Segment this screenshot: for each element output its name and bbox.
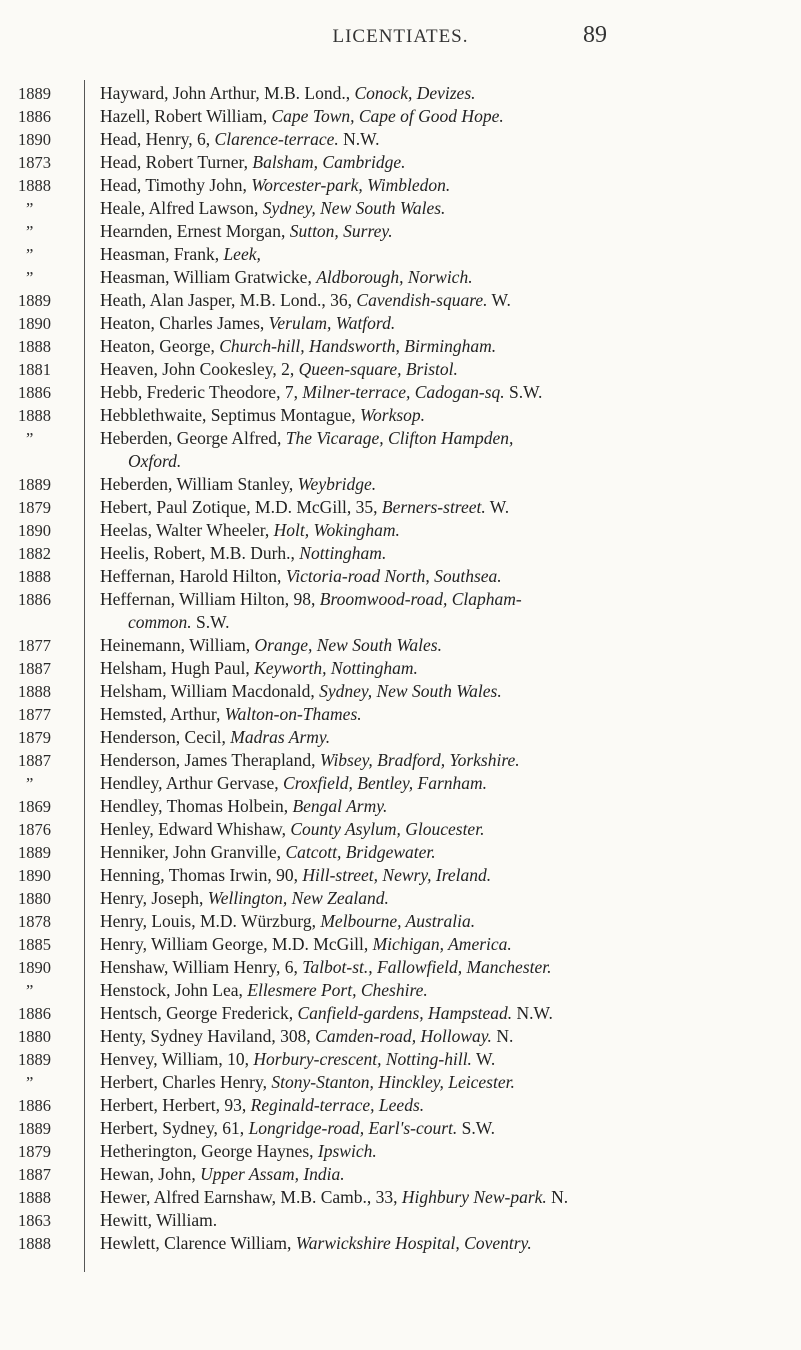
entry-continuation-address: common. — [128, 612, 192, 632]
entry-text — [100, 956, 790, 979]
entry-address: Broomwood-road, Clapham- — [319, 589, 522, 609]
entry-address: Wellington, New Zealand. — [207, 888, 389, 908]
entry-year: 1889 — [18, 1050, 51, 1069]
list-item — [0, 1186, 801, 1209]
entry-postal-district: W. — [485, 497, 510, 517]
entry-name: Henshaw, William Henry, 6, — [100, 957, 303, 977]
entry-text — [100, 772, 790, 795]
entry-address: Hill-street, Newry, Ireland. — [302, 865, 492, 885]
entry-address: Verulam, Watford. — [268, 313, 396, 333]
entry-postal-district: W. — [487, 290, 511, 310]
list-item — [0, 1048, 801, 1071]
entry-address: Cavendish-square. — [356, 290, 488, 310]
list-item — [0, 197, 801, 220]
list-item — [0, 128, 801, 151]
list-item — [0, 795, 801, 818]
list-item — [0, 243, 801, 266]
entry-year: 1880 — [18, 1027, 51, 1046]
entry-year: 1889 — [18, 843, 51, 862]
list-item — [0, 588, 801, 634]
entry-text — [100, 496, 790, 519]
entry-name: Hayward, John Arthur, M.B. Lond., — [100, 83, 355, 103]
list-item — [0, 680, 801, 703]
list-item — [0, 887, 801, 910]
entry-text — [100, 657, 790, 680]
entry-text — [100, 358, 790, 381]
entry-text — [100, 933, 790, 956]
entry-name: Hemsted, Arthur, — [100, 704, 225, 724]
entry-address: Madras Army. — [230, 727, 331, 747]
list-item — [0, 818, 801, 841]
entry-postal-district: S.W. — [191, 612, 230, 632]
entry-address: Church-hill, Handsworth, Birmingham. — [219, 336, 497, 356]
entry-name: Head, Henry, 6, — [100, 129, 215, 149]
entry-address: Clarence-terrace. — [214, 129, 339, 149]
entry-text — [100, 887, 790, 910]
entry-name: Hewer, Alfred Earnshaw, M.B. Camb., 33, — [100, 1187, 402, 1207]
entry-text — [100, 1163, 790, 1186]
entry-address: Weybridge. — [297, 474, 377, 494]
entry-text — [100, 220, 790, 243]
entry-text — [100, 1025, 790, 1048]
entry-address: Longridge-road, Earl's-court. — [248, 1118, 458, 1138]
entry-address: Croxfield, Bentley, Farnham. — [283, 773, 488, 793]
entry-postal-district: N.W. — [512, 1003, 553, 1023]
entry-address: Holt, Wokingham. — [273, 520, 400, 540]
list-item — [0, 1117, 801, 1140]
entry-name: Henniker, John Granville, — [100, 842, 286, 862]
entry-address: Canfield-gardens, Hampstead. — [297, 1003, 513, 1023]
entry-year: ” — [26, 199, 34, 218]
entry-name: Heinemann, William, — [100, 635, 255, 655]
entry-text — [100, 1094, 790, 1117]
entry-name: Herbert, Charles Henry, — [100, 1072, 272, 1092]
entry-text — [100, 335, 790, 358]
entry-name: Heale, Alfred Lawson, — [100, 198, 263, 218]
entry-address: Horbury-crescent, Notting-hill. — [253, 1049, 472, 1069]
entry-text — [100, 795, 790, 818]
entry-name: Hetherington, George Haynes, — [100, 1141, 318, 1161]
entry-year: ” — [26, 268, 34, 287]
entry-year: 1887 — [18, 751, 51, 770]
entry-text — [100, 519, 790, 542]
list-item — [0, 151, 801, 174]
entry-text — [100, 427, 790, 473]
entry-address: Michigan, America. — [372, 934, 512, 954]
entry-postal-district: N.W. — [338, 129, 380, 149]
entry-name: Heath, Alan Jasper, M.B. Lond., 36, — [100, 290, 357, 310]
entry-address: Conock, Devizes. — [354, 83, 476, 103]
entry-name: Head, Timothy John, — [100, 175, 252, 195]
entry-address: Bengal Army. — [292, 796, 388, 816]
list-item — [0, 1209, 801, 1232]
list-item — [0, 565, 801, 588]
entry-text — [100, 289, 790, 312]
entry-address: Orange, New South Wales. — [254, 635, 442, 655]
entry-text — [100, 266, 790, 289]
page-header — [0, 22, 801, 52]
entry-name: Henry, William George, M.D. McGill, — [100, 934, 373, 954]
entry-year: 1890 — [18, 958, 51, 977]
entry-name: Heberden, George Alfred, — [100, 428, 286, 448]
entry-year: 1886 — [18, 107, 51, 126]
entry-address: Talbot-st., Fallowfield, Manchester. — [302, 957, 552, 977]
entry-continuation — [100, 611, 790, 634]
list-item — [0, 1094, 801, 1117]
entry-name: Hewan, John, — [100, 1164, 201, 1184]
list-item — [0, 105, 801, 128]
entry-address: Melbourne, Australia. — [320, 911, 476, 931]
entry-name: Hentsch, George Frederick, — [100, 1003, 298, 1023]
entry-year: ” — [26, 245, 34, 264]
entry-name: Heffernan, Harold Hilton, — [100, 566, 286, 586]
entry-text — [100, 703, 790, 726]
entry-name: Heaton, George, — [100, 336, 220, 356]
entry-year: 1879 — [18, 1142, 51, 1161]
entry-name: Heasman, Frank, — [100, 244, 224, 264]
entry-text — [100, 312, 790, 335]
entry-year: 1882 — [18, 544, 51, 563]
entry-text — [100, 473, 790, 496]
entry-text — [100, 565, 790, 588]
entry-year: 1890 — [18, 521, 51, 540]
list-item — [0, 266, 801, 289]
entry-address: The Vicarage, Clifton Hampden, — [285, 428, 514, 448]
running-title: LICENTIATES. — [332, 26, 469, 47]
entry-name: Head, Robert Turner, — [100, 152, 253, 172]
entry-text — [100, 588, 790, 634]
entry-year: 1869 — [18, 797, 51, 816]
entry-address: County Asylum, Gloucester. — [290, 819, 485, 839]
entry-name: Henderson, Cecil, — [100, 727, 231, 747]
entry-name: Heberden, William Stanley, — [100, 474, 298, 494]
entry-year: 1887 — [18, 1165, 51, 1184]
entry-name: Hebb, Frederic Theodore, 7, — [100, 382, 303, 402]
entry-name: Heelis, Robert, M.B. Durh., — [100, 543, 300, 563]
entry-name: Henning, Thomas Irwin, 90, — [100, 865, 303, 885]
entry-name: Henty, Sydney Haviland, 308, — [100, 1026, 316, 1046]
entry-postal-district: W. — [471, 1049, 496, 1069]
list-item — [0, 427, 801, 473]
entry-text — [100, 1002, 790, 1025]
list-item — [0, 542, 801, 565]
entry-address: Ipswich. — [317, 1141, 377, 1161]
list-item — [0, 749, 801, 772]
entry-name: Hazell, Robert William, — [100, 106, 272, 126]
list-item — [0, 519, 801, 542]
entry-name: Helsham, Hugh Paul, — [100, 658, 255, 678]
entry-text — [100, 979, 790, 1002]
entry-text — [100, 1186, 790, 1209]
entry-address: Catcott, Bridgewater. — [285, 842, 436, 862]
entry-address: Balsham, Cambridge. — [252, 152, 406, 172]
entry-text — [100, 1140, 790, 1163]
entry-name: Hewitt, William. — [100, 1210, 218, 1230]
entry-year: 1863 — [18, 1211, 51, 1230]
list-item — [0, 910, 801, 933]
list-item — [0, 358, 801, 381]
list-item — [0, 841, 801, 864]
entry-text — [100, 841, 790, 864]
entry-continuation-address: Oxford. — [128, 451, 182, 471]
entry-address: Reginald-terrace, Leeds. — [250, 1095, 425, 1115]
entry-name: Heffernan, William Hilton, 98, — [100, 589, 320, 609]
entry-address: Aldborough, Norwich. — [316, 267, 473, 287]
entry-year: 1888 — [18, 176, 51, 195]
entry-year: 1873 — [18, 153, 51, 172]
entry-name: Helsham, William Macdonald, — [100, 681, 320, 701]
entry-year: ” — [26, 981, 34, 1000]
entry-text — [100, 128, 790, 151]
entry-address: Cape Town, Cape of Good Hope. — [271, 106, 504, 126]
entry-address: Highbury New-park. — [401, 1187, 547, 1207]
entry-year: 1889 — [18, 475, 51, 494]
entry-text — [100, 381, 790, 404]
entry-address: Leek, — [223, 244, 261, 264]
list-item — [0, 335, 801, 358]
entry-text — [100, 864, 790, 887]
list-item — [0, 703, 801, 726]
entry-name: Heelas, Walter Wheeler, — [100, 520, 274, 540]
entry-text — [100, 151, 790, 174]
entry-address: Queen-square, Bristol. — [298, 359, 458, 379]
list-item — [0, 772, 801, 795]
entry-year: 1877 — [18, 636, 51, 655]
entry-text — [100, 542, 790, 565]
entry-address: Ellesmere Port, Cheshire. — [247, 980, 428, 1000]
entry-year: 1879 — [18, 498, 51, 517]
entry-year: 1889 — [18, 291, 51, 310]
entry-year: 1888 — [18, 337, 51, 356]
list-item — [0, 174, 801, 197]
entry-name: Hendley, Arthur Gervase, — [100, 773, 284, 793]
entry-text — [100, 1209, 790, 1232]
list-item — [0, 1232, 801, 1255]
entry-address: Keyworth, Nottingham. — [254, 658, 418, 678]
entry-address: Sutton, Surrey. — [289, 221, 393, 241]
entry-text — [100, 680, 790, 703]
entry-text — [100, 1232, 790, 1255]
entry-text — [100, 243, 790, 266]
entry-text — [100, 174, 790, 197]
list-item — [0, 473, 801, 496]
entry-address: Stony-Stanton, Hinckley, Leicester. — [271, 1072, 515, 1092]
list-item — [0, 979, 801, 1002]
entry-name: Herbert, Herbert, 93, — [100, 1095, 251, 1115]
list-item — [0, 1002, 801, 1025]
entry-name: Henstock, John Lea, — [100, 980, 248, 1000]
list-item — [0, 312, 801, 335]
entry-year: 1876 — [18, 820, 51, 839]
entry-year: 1879 — [18, 728, 51, 747]
entry-year: 1889 — [18, 84, 51, 103]
entry-continuation — [100, 450, 790, 473]
entry-text — [100, 749, 790, 772]
entry-text — [100, 82, 790, 105]
list-item — [0, 381, 801, 404]
entry-year: 1888 — [18, 567, 51, 586]
entry-year: 1887 — [18, 659, 51, 678]
entry-postal-district: S.W. — [457, 1118, 496, 1138]
entry-address: Worksop. — [360, 405, 426, 425]
entry-name: Henry, Joseph, — [100, 888, 208, 908]
entry-text — [100, 1071, 790, 1094]
list-item — [0, 657, 801, 680]
entry-postal-district: N. — [491, 1026, 514, 1046]
entry-text — [100, 910, 790, 933]
entry-address: Camden-road, Holloway. — [315, 1026, 492, 1046]
entry-address: Upper Assam, India. — [200, 1164, 345, 1184]
list-item — [0, 634, 801, 657]
entry-year: 1888 — [18, 1234, 51, 1253]
entry-name: Henley, Edward Whishaw, — [100, 819, 291, 839]
list-item — [0, 220, 801, 243]
entry-postal-district: N. — [546, 1187, 569, 1207]
entry-postal-district: S.W. — [504, 382, 543, 402]
list-item — [0, 1071, 801, 1094]
list-item — [0, 1140, 801, 1163]
entry-year: 1886 — [18, 590, 51, 609]
list-item — [0, 1163, 801, 1186]
entry-year: 1886 — [18, 1004, 51, 1023]
entry-text — [100, 1048, 790, 1071]
entry-name: Hewlett, Clarence William, — [100, 1233, 296, 1253]
entry-text — [100, 105, 790, 128]
entry-name: Hendley, Thomas Holbein, — [100, 796, 293, 816]
entry-address: Victoria-road North, Southsea. — [285, 566, 502, 586]
entry-address: Milner-terrace, Cadogan-sq. — [302, 382, 505, 402]
entry-year: 1889 — [18, 1119, 51, 1138]
entry-address: Sydney, New South Wales. — [319, 681, 502, 701]
list-item — [0, 1025, 801, 1048]
entry-address: Sydney, New South Wales. — [262, 198, 446, 218]
entry-year: 1878 — [18, 912, 51, 931]
entry-text — [100, 197, 790, 220]
entry-address: Wibsey, Bradford, Yorkshire. — [319, 750, 520, 770]
entry-name: Heaven, John Cookesley, 2, — [100, 359, 299, 379]
entry-year: ” — [26, 774, 34, 793]
list-item — [0, 933, 801, 956]
entry-year: 1888 — [18, 406, 51, 425]
entry-year: 1890 — [18, 314, 51, 333]
entry-name: Hebert, Paul Zotique, M.D. McGill, 35, — [100, 497, 382, 517]
licentiate-list — [0, 82, 801, 1255]
entry-text — [100, 726, 790, 749]
entry-year: ” — [26, 222, 34, 241]
entry-year: 1888 — [18, 1188, 51, 1207]
entry-address: Berners-street. — [381, 497, 486, 517]
entry-text — [100, 818, 790, 841]
entry-year: ” — [26, 429, 34, 448]
entry-year: 1886 — [18, 383, 51, 402]
list-item — [0, 496, 801, 519]
entry-name: Henderson, James Therapland, — [100, 750, 320, 770]
entry-text — [100, 634, 790, 657]
entry-year: 1881 — [18, 360, 51, 379]
entry-name: Heasman, William Gratwicke, — [100, 267, 317, 287]
entry-name: Hebblethwaite, Septimus Montague, — [100, 405, 361, 425]
entry-year: 1877 — [18, 705, 51, 724]
list-item — [0, 726, 801, 749]
entry-year: 1886 — [18, 1096, 51, 1115]
page-number: 89 — [583, 22, 607, 48]
entry-year: ” — [26, 1073, 34, 1092]
entry-year: 1880 — [18, 889, 51, 908]
entry-name: Herbert, Sydney, 61, — [100, 1118, 249, 1138]
entry-name: Henvey, William, 10, — [100, 1049, 254, 1069]
entry-name: Hearnden, Ernest Morgan, — [100, 221, 290, 241]
entry-address: Worcester-park, Wimbledon. — [251, 175, 451, 195]
entry-year: 1890 — [18, 130, 51, 149]
entry-address: Walton-on-Thames. — [224, 704, 362, 724]
list-item — [0, 82, 801, 105]
list-item — [0, 404, 801, 427]
entry-year: 1888 — [18, 682, 51, 701]
entry-name: Heaton, Charles James, — [100, 313, 269, 333]
list-item — [0, 289, 801, 312]
list-item — [0, 864, 801, 887]
list-item — [0, 956, 801, 979]
entry-text — [100, 1117, 790, 1140]
entry-year: 1890 — [18, 866, 51, 885]
entry-name: Henry, Louis, M.D. Würzburg, — [100, 911, 321, 931]
entry-address: Warwickshire Hospital, Coventry. — [295, 1233, 532, 1253]
entry-text — [100, 404, 790, 427]
entry-year: 1885 — [18, 935, 51, 954]
entry-address: Nottingham. — [299, 543, 387, 563]
